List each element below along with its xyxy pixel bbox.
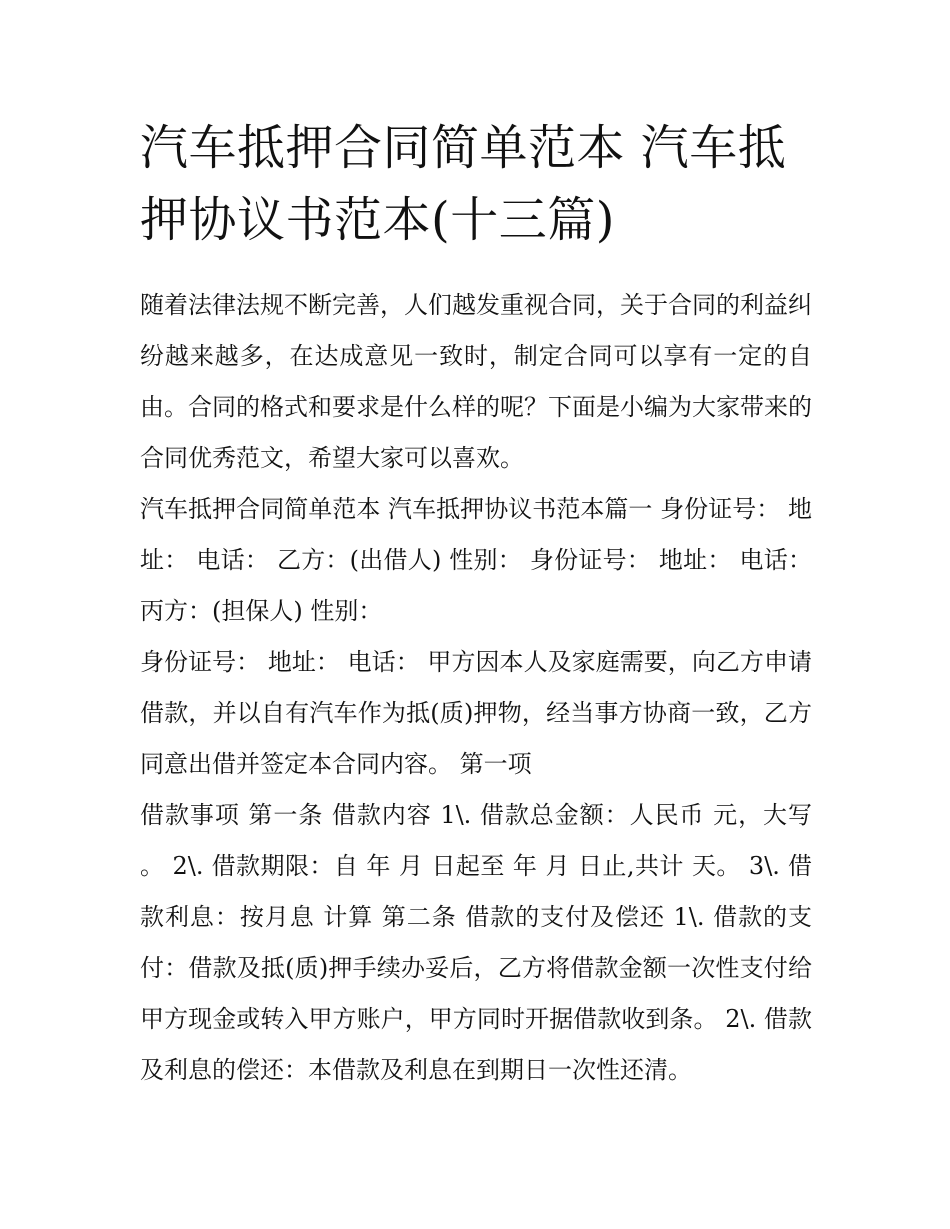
document-title: 汽车抵押合同简单范本 汽车抵押协议书范本(十三篇) [140,120,787,248]
application-paragraph: 身份证号： 地址： 电话： 甲方因本人及家庭需要，向乙方申请借款，并以自有汽车作为抵(质)押物，经当事方协商一致，乙方同意出借并签定本合同内容。 第一项 [140,648,812,778]
loan-terms-paragraph: 借款事项 第一条 借款内容 1\. 借款总金额：人民币 元，大写 。 2\. 借款期限：自 年 月 日起至 年 月 日止,共计 天。 3\. 借款利息：按月息 计算 第二条 借款的支付及偿还 1\. 借款的支付：借款及抵(质)押手续办妥后，乙方将借款金额一次性支付给甲方现金或转入甲方账户，甲方同时开据借款收到条。 2\. 借款及利息的偿还：本借款及利息在到期日一次性还清。 [140,801,812,1084]
parties-paragraph: 汽车抵押合同简单范本 汽车抵押协议书范本篇一 身份证号： 地址： 电话： 乙方：(出借人) 性别： 身份证号： 地址： 电话： 丙方：(担保人) 性别： [140,495,812,625]
document-page [140,112,812,1096]
intro-paragraph: 随着法律法规不断完善，人们越发重视合同，关于合同的利益纠纷越来越多，在达成意见一致时，制定合同可以享有一定的自由。合同的格式和要求是什么样的呢？下面是小编为大家带来的合同优秀范文，希望大家可以喜欢。 [140,291,812,472]
